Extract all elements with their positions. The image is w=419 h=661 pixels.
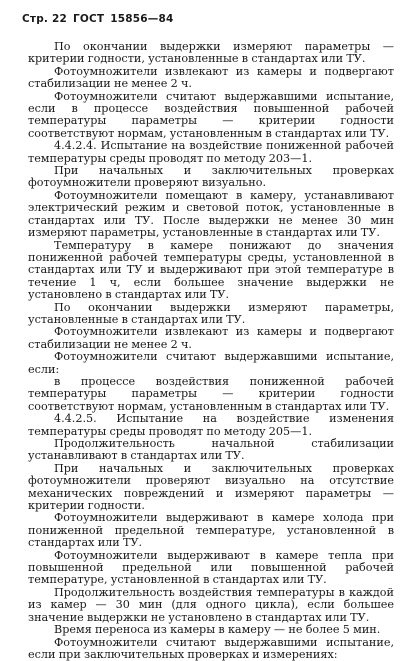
- paragraph: Продолжительность воздействия температуры в каждой из камер — 30 мин (для одного цикла), если большее значение выдержки не установлено в стандартах или ТУ.: [28, 587, 394, 624]
- page-header: [22, 13, 174, 25]
- paragraph: Продолжительность начальной стабилизации устанавливают в стандартах или ТУ.: [28, 438, 394, 463]
- paragraph: Фотоумножители выдерживают в камере тепла при повышенной предельной или повышенной рабочей температуре, установленной в стандартах или ТУ.: [28, 550, 394, 587]
- standard-number: 15856—84: [110, 13, 173, 25]
- paragraph: При начальных и заключительных проверках фотоумножители проверяют визуально на отсутствие механических повреждений и измеряют параметры — критерии годности.: [28, 463, 394, 513]
- section-heading-4-4-2-4: 4.4.2.4. Испытание на воздействие пониженной рабочей температуры среды проводят по методу 203—1.: [28, 140, 394, 165]
- page-number: Стр. 22: [22, 13, 67, 25]
- paragraph: Фотоумножители считают выдержавшими испытание, если:: [28, 351, 394, 376]
- paragraph: Фотоумножители считают выдержавшими испытание, если при заключительных проверках и измерениях:: [28, 637, 394, 661]
- section-heading-4-4-2-5: 4.4.2.5. Испытание на воздействие изменения температуры среды проводят по методу 205—1.: [28, 413, 394, 438]
- paragraph: Температуру в камере понижают до значения пониженной рабочей температуры среды, установленной в стандартах или ТУ и выдерживают при этой температуре в течение 1 ч, если большее значение выдержки не установлено в стандартах или ТУ.: [28, 240, 394, 302]
- paragraph: Время переноса из камеры в камеру — не более 5 мин.: [28, 624, 394, 636]
- paragraph: в процессе воздействия пониженной рабочей температуры параметры — критерии годности соответствуют нормам, установленным в стандартах или ТУ.: [28, 376, 394, 413]
- document-body: [28, 41, 394, 661]
- paragraph: Фотоумножители считают выдержавшими испытание, если в процессе воздействия повышенной рабочей температуры параметры — критерии годности соответствуют нормам, установленным в стандартах или ТУ.: [28, 91, 394, 141]
- paragraph: Фотоумножители извлекают из камеры и подвергают стабилизации не менее 2 ч.: [28, 66, 394, 91]
- paragraph: По окончании выдержки измеряют параметры, установленные в стандартах или ТУ.: [28, 302, 394, 327]
- paragraph: При начальных и заключительных проверках фотоумножители проверяют визуально.: [28, 165, 394, 190]
- standard-label: ГОСТ: [73, 13, 104, 25]
- paragraph: Фотоумножители помещают в камеру, устанавливают электрический режим и световой поток, установленные в стандартах или ТУ. После выдержки не менее 30 мин измеряют параметры, установленные в стандартах или ТУ.: [28, 190, 394, 240]
- paragraph: По окончании выдержки измеряют параметры — критерии годности, установленные в стандартах или ТУ.: [28, 41, 394, 66]
- paragraph: Фотоумножители выдерживают в камере холода при пониженной предельной температуре, установленной в стандартах или ТУ.: [28, 512, 394, 549]
- paragraph: Фотоумножители извлекают из камеры и подвергают стабилизации не менее 2 ч.: [28, 326, 394, 351]
